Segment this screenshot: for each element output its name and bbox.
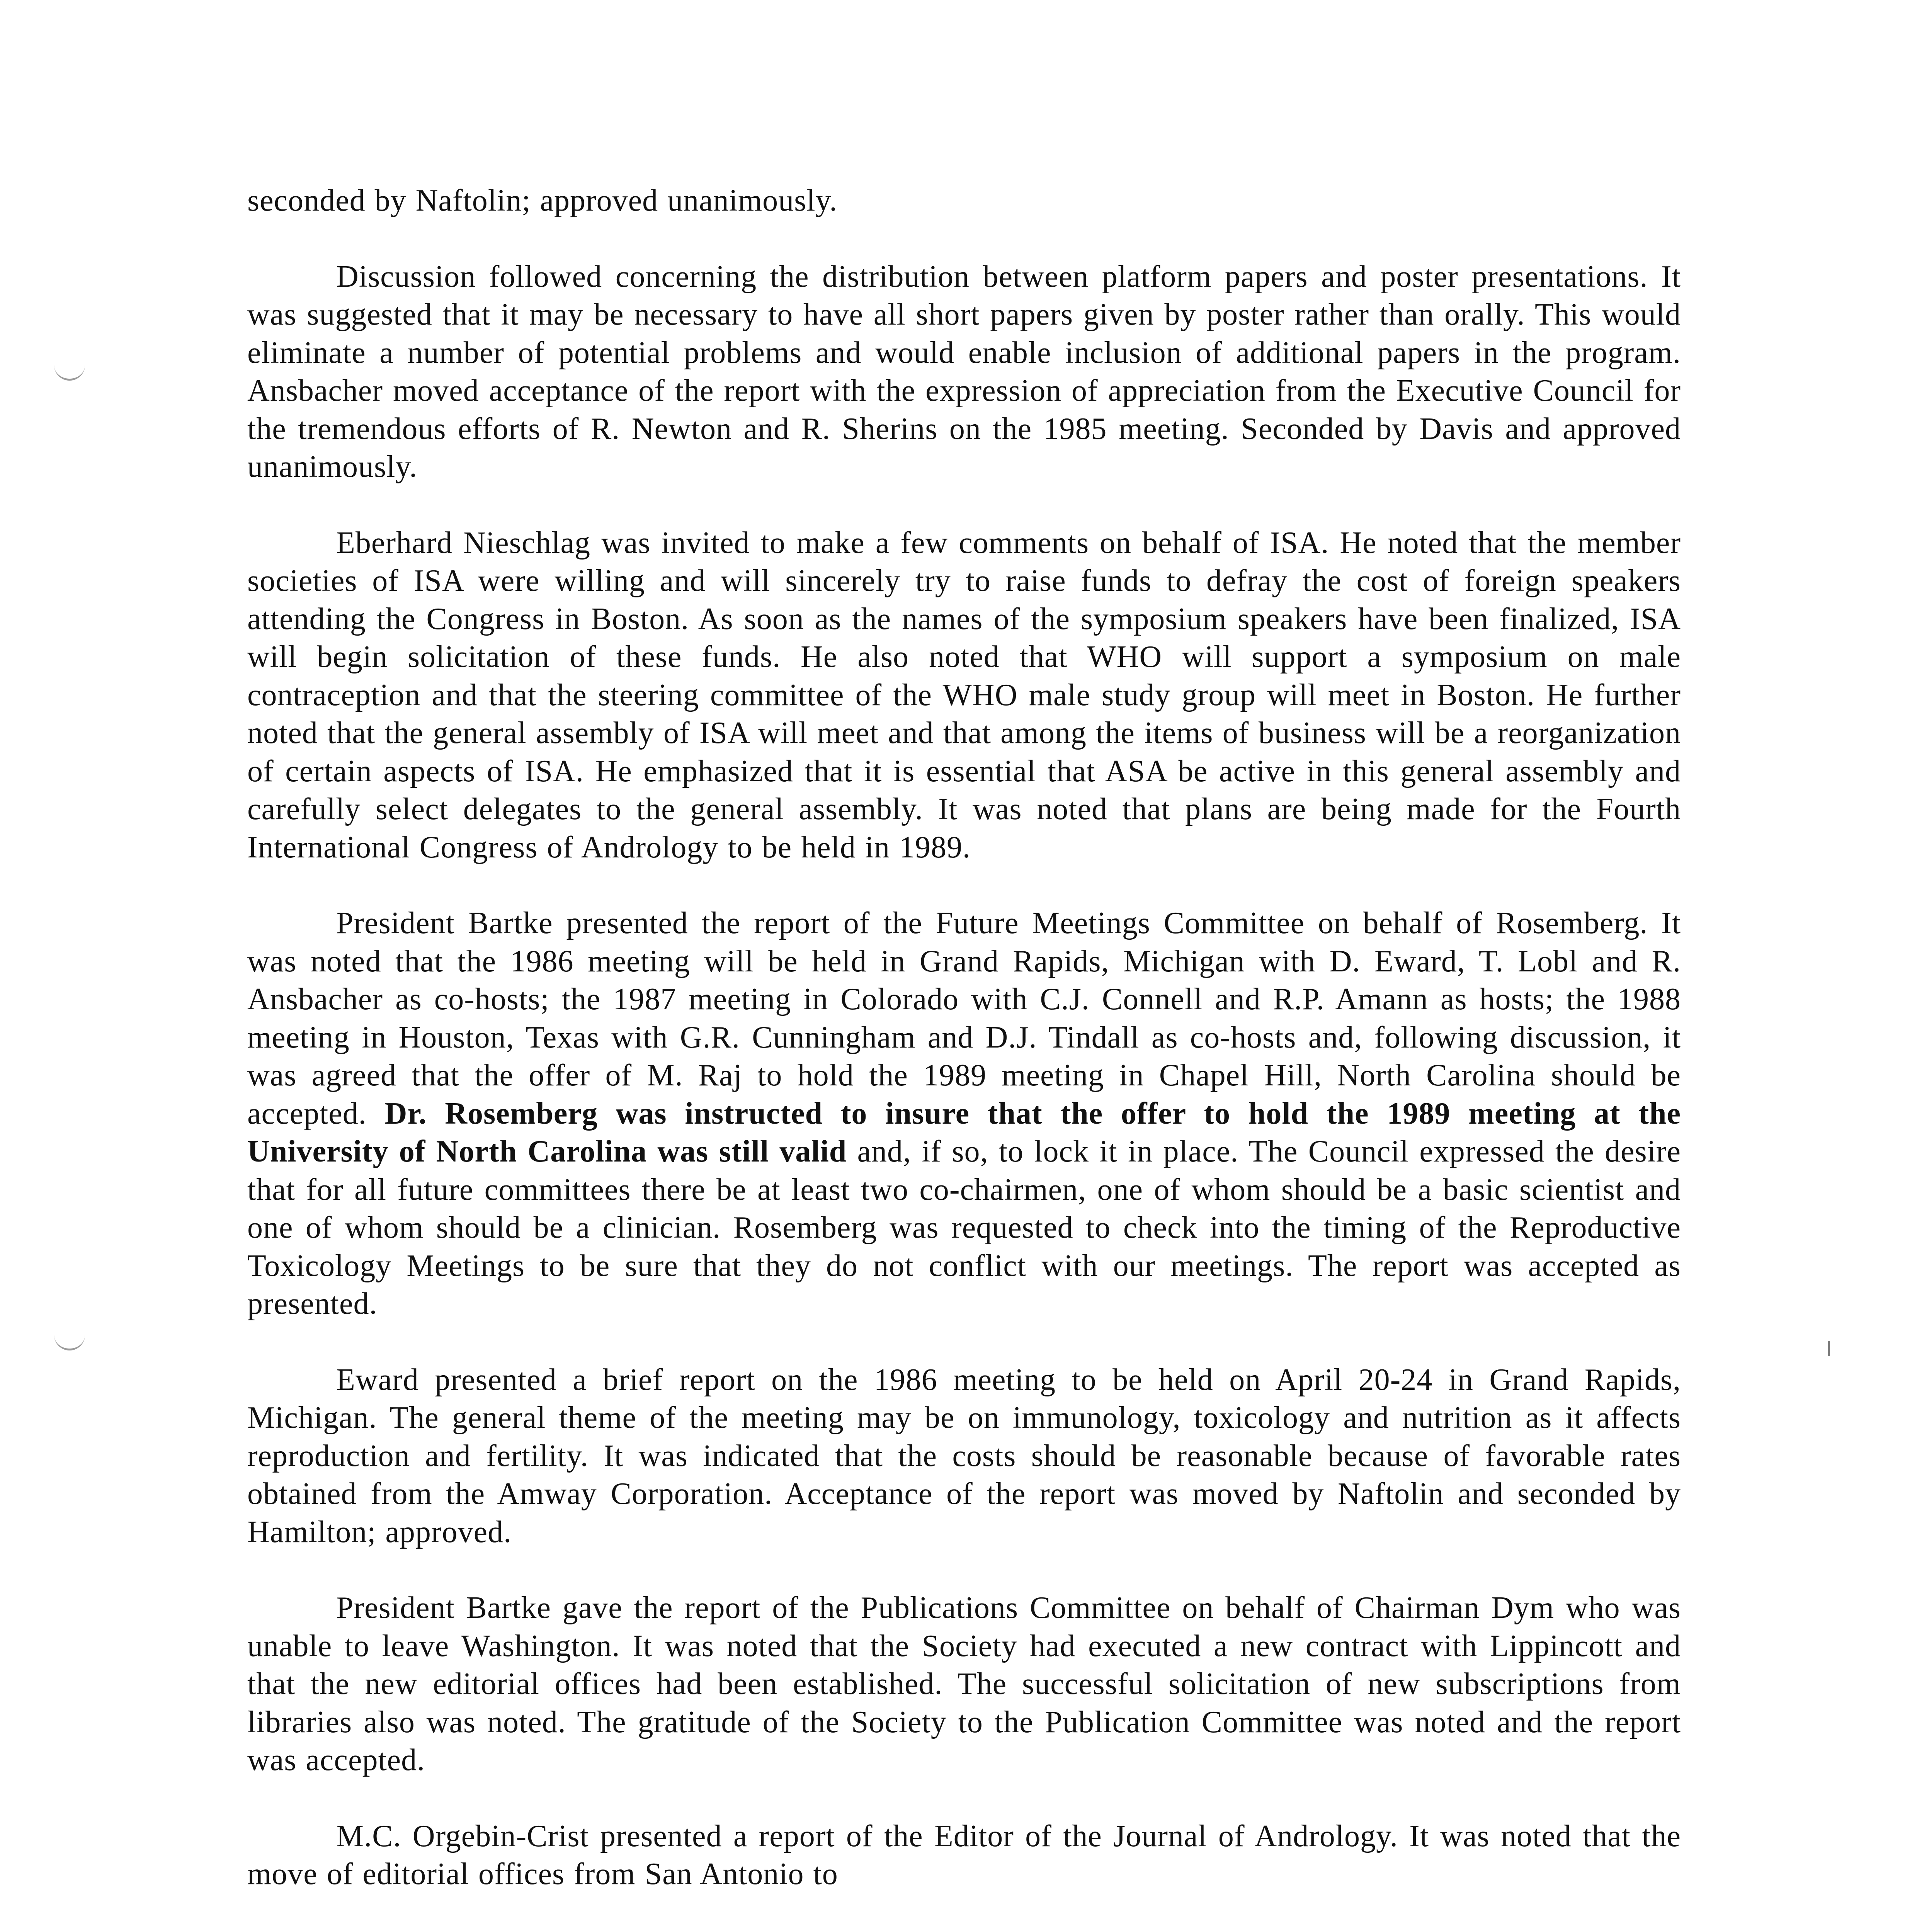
scan-margin-mark [54,363,85,381]
future-meetings-text-before: President Bartke presented the report of the Future Meetings Committee on behalf of Rosemberg. It was noted that the 1986 meeting will be held in Grand Rapids, Michigan with D. Eward, T. Lobl and R. Ansbacher as co-hosts; the 1987 meeting in Colorado with C.J. Connell and R.P. Amann as hosts; the 1988 meeting in Houston, Texas with G.R. Cunningham and D.J. Tindall as co-hosts and, following discussion, it was agreed that the offer of M. Raj to hold the 1989 meeting in Chapel Hill, North Carolina should be accepted. [247,906,1681,1131]
future-meetings-bold-instruction: Dr. Rosemberg was instructed to insure that the offer to hold the 1989 meeting at the University of North Carolina was still valid [247,1096,1681,1168]
stray-tick [1828,1341,1830,1356]
paragraph-1986-meeting: Eward presented a brief report on the 1986 meeting to be held on April 20-24 in Grand Rapids, Michigan. The general theme of the meeting may be on immunology, toxicology and nutrition as it affects reproduction and fertility. It was indicated that the costs should be reasonable because of favorable rates obtained from the Amway Corporation. Acceptance of the report was moved by Naftolin and seconded by Hamilton; approved. [247,1362,1681,1549]
paragraph-isa-comments: Eberhard Nieschlag was invited to make a few comments on behalf of ISA. He noted that the member societies of ISA were willing and will sincerely try to raise funds to defray the cost of foreign speakers attending the Congress in Boston. As soon as the names of the symposium speakers have been finalized, ISA will begin solicitation of these funds. He also noted that WHO will support a symposium on male contraception and that the steering committee of the WHO male study group will meet in Boston. He further noted that the general assembly of ISA will meet and that among the items of business will be a reorganization of certain aspects of ISA. He emphasized that it is essential that ASA be active in this general assembly and carefully select delegates to the general assembly. It was noted that plans are being made for the Fourth International Congress of Andrology to be held in 1989. [247,526,1681,864]
paragraph-poster-discussion: Discussion followed concerning the distribution between platform papers and poster presentations. It was suggested that it may be necessary to have all short papers given by poster rather than orally. This would eliminate a number of potential problems and would enable inclusion of additional papers in the program. Ansbacher moved acceptance of the report with the expression of appreciation from the Executive Council for the tremendous efforts of R. Newton and R. Sherins on the 1985 meeting. Seconded by Davis and approved unanimously. [247,259,1681,484]
paragraph-future-meetings [247,904,1681,1323]
future-meetings-text-after: and, if so, to lock it in place. The Council expressed the desire that for all future committees there be at least two co-chairmen, one of whom should be a basic scientist and one of whom should be a clinician. Rosemberg was requested to check into the timing of the Reproductive Toxicology Meetings to be sure that they do not conflict with our meetings. The report was accepted as presented. [247,1134,1681,1321]
paragraph-publications-committee: President Bartke gave the report of the Publications Committee on behalf of Chairman Dym who was unable to leave Washington. It was noted that the Society had executed a new contract with Lippincott and that the new editorial offices had been established. The successful solicitation of new subscriptions from libraries also was noted. The gratitude of the Society to the Publication Committee was noted and the report was accepted. [247,1591,1681,1777]
paragraph-journal-editor: M.C. Orgebin-Crist presented a report of the Editor of the Journal of Andrology. It was noted that the move of editorial offices from San Antonio to [247,1819,1681,1891]
document-body [247,182,1681,1931]
scan-margin-mark [54,1333,85,1350]
paragraph-continuation: seconded by Naftolin; approved unanimously. [247,184,838,218]
